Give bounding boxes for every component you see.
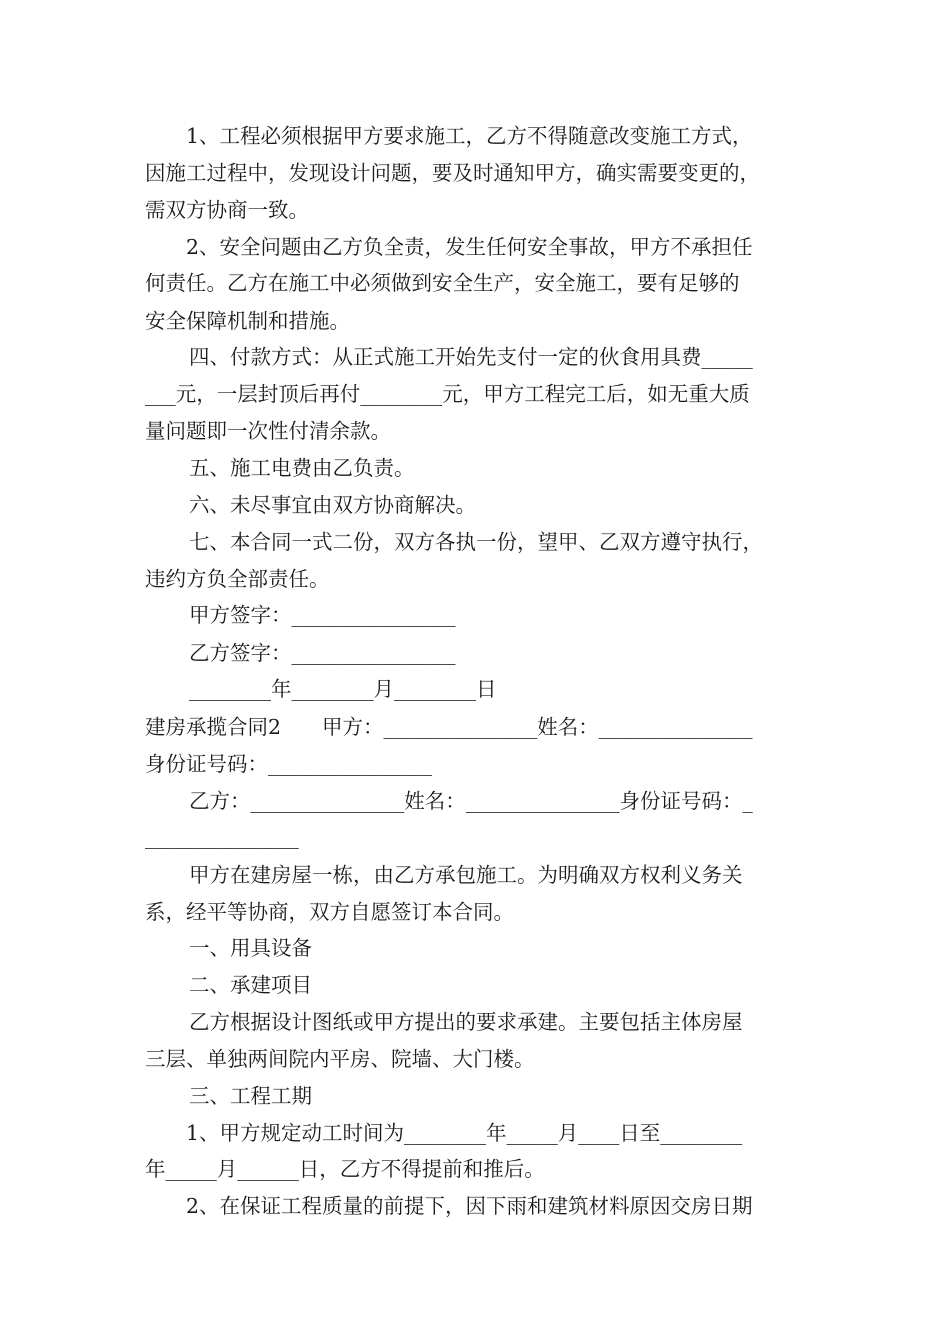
paragraph-line: 量问题即一次性付清余款。 [145,419,391,443]
paragraph-line: 五、施工电费由乙负责。 [189,456,415,480]
paragraph-line: 需双方协商一致。 [145,198,309,222]
paragraph-line: 2、在保证工程质量的前提下，因下雨和建筑材料原因交房日期 [186,1194,753,1218]
paragraph-line: 何责任。乙方在施工中必须做到安全生产，安全施工，要有足够的 [145,271,740,295]
paragraph-line: 乙方根据设计图纸或甲方提出的要求承建。主要包括主体房屋 [189,1010,743,1034]
paragraph-line: _______________ [145,825,299,849]
paragraph-line: 四、付款方式：从正式施工开始先支付一定的伙食用具费_____ [189,345,753,369]
paragraph-line: 1、工程必须根据甲方要求施工，乙方不得随意改变施工方式， [186,124,753,148]
paragraph-line: 六、未尽事宜由双方协商解决。 [189,493,476,517]
paragraph-line: ___元，一层封顶后再付________元，甲方工程完工后，如无重大质 [145,382,750,406]
section-heading: 三、工程工期 [189,1084,312,1108]
paragraph-line: 1、甲方规定动工时间为________年_____月____日至________ [186,1121,743,1145]
paragraph-line: 安全保障机制和措施。 [145,309,350,333]
signature-line-party-b: 乙方签字：________________ [189,641,456,665]
paragraph-line: 因施工过程中，发现设计问题，要及时通知甲方，确实需要变更的， [145,161,760,185]
section-heading: 一、用具设备 [189,936,312,960]
section-heading: 二、承建项目 [189,973,312,997]
contract-heading-line: 建房承揽合同2 甲方：_______________姓名：_______________ [145,715,753,739]
paragraph-line: 身份证号码：________________ [145,752,432,776]
signature-line-party-a: 甲方签字：________________ [189,603,456,627]
paragraph-line: 年_____月______日，乙方不得提前和推后。 [145,1157,545,1181]
paragraph-line: 七、本合同一式二份，双方各执一份，望甲、乙双方遵守执行， [189,530,763,554]
date-line: ________年________月________日 [189,677,497,701]
paragraph-line: 三层、单独两间院内平房、院墙、大门楼。 [145,1047,535,1071]
paragraph-line: 2、安全问题由乙方负全责，发生任何安全事故，甲方不承担任 [186,235,753,259]
paragraph-line: 乙方：_______________姓名：_______________身份证号码：_ [189,789,753,813]
paragraph-line: 违约方负全部责任。 [145,567,330,591]
paragraph-line: 系，经平等协商，双方自愿签订本合同。 [145,900,514,924]
paragraph-line: 甲方在建房屋一栋，由乙方承包施工。为明确双方权利义务关 [189,863,743,887]
